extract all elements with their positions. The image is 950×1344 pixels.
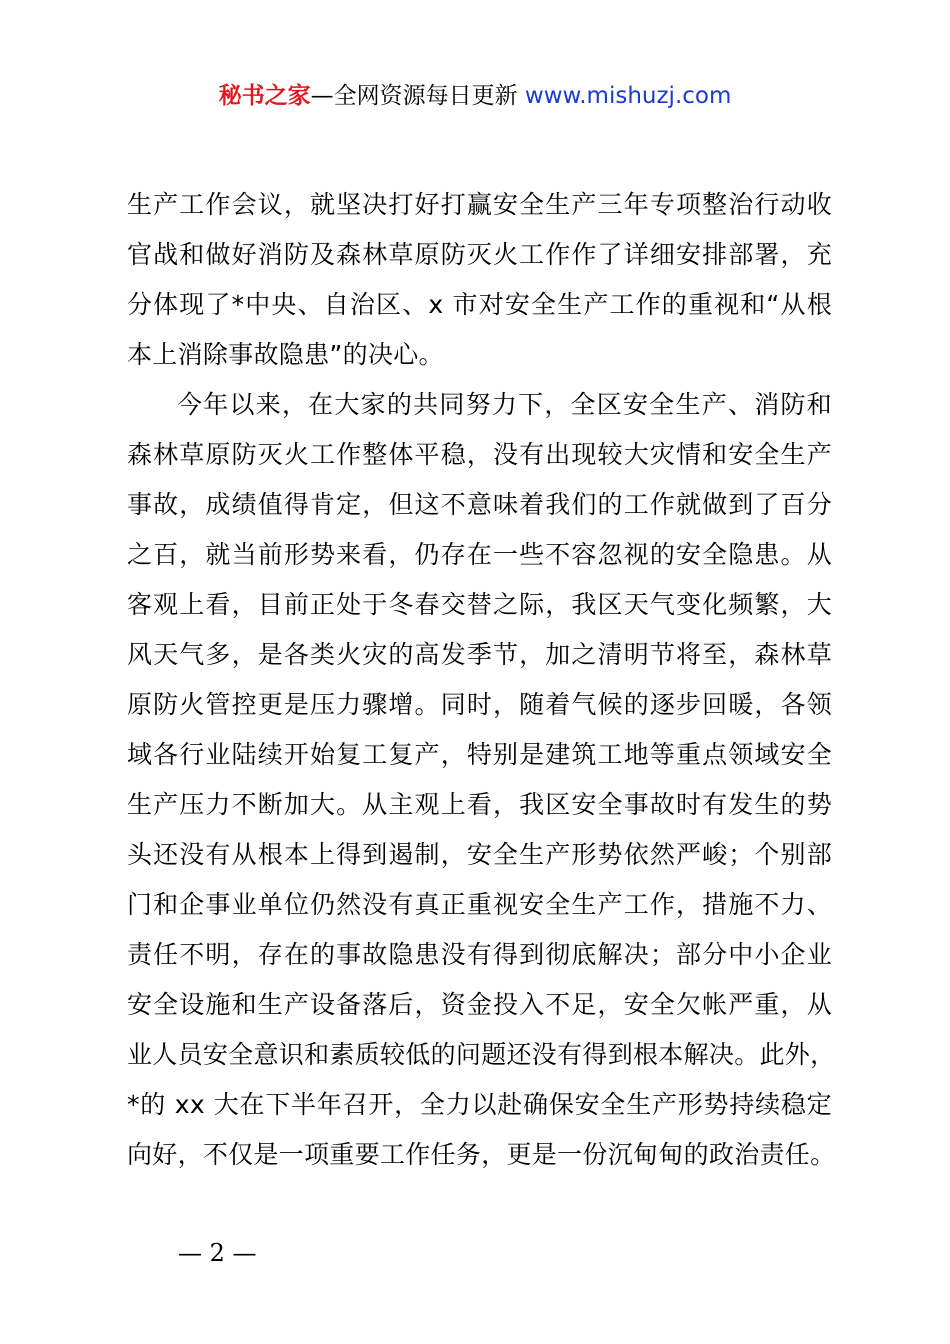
text-line: 森林草原防灭火工作整体平稳，没有出现较大灾情和安全生产 bbox=[127, 440, 832, 469]
text-line: 生产压力不断加大。从主观上看，我区安全事故时有发生的势 bbox=[127, 790, 832, 819]
header-tagline: —全网资源每日更新 bbox=[310, 83, 525, 109]
paragraph bbox=[127, 380, 836, 1180]
text-line: 之百，就当前形势来看，仍存在一些不容忽视的安全隐患。从 bbox=[127, 540, 832, 569]
text-line: 客观上看，目前正处于冬春交替之际，我区天气变化频繁，大 bbox=[127, 590, 832, 619]
text-line: 风天气多，是各类火灾的高发季节，加之清明节将至，森林草 bbox=[127, 640, 832, 669]
text-line: 门和企事业单位仍然没有真正重视安全生产工作，措施不力、 bbox=[127, 890, 832, 919]
text-line: 原防火管控更是压力骤增。同时，随着气候的逐步回暖，各领 bbox=[127, 690, 832, 719]
text-line: 头还没有从根本上得到遏制，安全生产形势依然严峻；个别部 bbox=[127, 840, 832, 869]
text-line: 本上消除事故隐患”的决心。 bbox=[127, 340, 444, 369]
brand-name: 秘书之家 bbox=[218, 83, 311, 109]
page-number: — 2 — bbox=[178, 1239, 257, 1267]
text-line: 官战和做好消防及森林草原防灭火工作作了详细安排部署，充 bbox=[127, 240, 832, 269]
paragraph bbox=[127, 180, 832, 380]
site-url-link[interactable]: www.mishuzj.com bbox=[524, 83, 732, 109]
text-line: 事故，成绩值得肯定，但这不意味着我们的工作就做到了百分 bbox=[127, 490, 832, 519]
text-line: 分体现了*中央、自治区、x 市对安全生产工作的重视和“从根 bbox=[127, 290, 832, 319]
text-line: 生产工作会议，就坚决打好打赢安全生产三年专项整治行动收 bbox=[127, 190, 832, 219]
site-header bbox=[0, 78, 950, 114]
text-line: 安全设施和生产设备落后，资金投入不足，安全欠帐严重，从 bbox=[127, 990, 832, 1019]
document-body bbox=[127, 180, 836, 1180]
text-line: 今年以来，在大家的共同努力下，全区安全生产、消防和 bbox=[177, 390, 832, 419]
text-line: 向好，不仅是一项重要工作任务，更是一份沉甸甸的政治责任。 bbox=[127, 1140, 836, 1169]
text-line: 责任不明，存在的事故隐患没有得到彻底解决；部分中小企业 bbox=[127, 940, 832, 969]
text-line: 域各行业陆续开始复工复产，特别是建筑工地等重点领域安全 bbox=[127, 740, 832, 769]
text-line: 业人员安全意识和素质较低的问题还没有得到根本解决。此外， bbox=[127, 1040, 836, 1069]
text-line: *的 xx 大在下半年召开，全力以赴确保安全生产形势持续稳定 bbox=[127, 1090, 832, 1119]
